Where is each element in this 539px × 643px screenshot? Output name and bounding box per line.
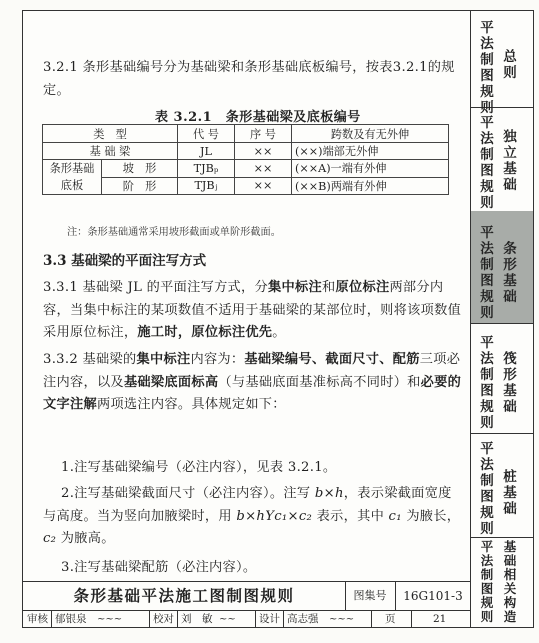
cell-span: (××B)两端有外伸 <box>292 177 449 195</box>
title-block <box>23 581 471 627</box>
tab-label-secondary: 条形基础 <box>503 241 517 305</box>
text-span: 表示，其中 <box>312 508 389 524</box>
table-caption: 表 3.2.1 条形基础梁及底板编号 <box>155 110 361 125</box>
signature-row <box>23 610 471 628</box>
tab-label-primary: 平法制图规则 <box>480 225 494 321</box>
text-span: 3.3.2 基础梁的 <box>43 352 137 367</box>
cell-seq: ×× <box>235 143 292 160</box>
paragraph-3-3-1 <box>43 277 463 345</box>
list-item-3: 3.注写基础梁配筋（必注内容）。 <box>61 560 257 575</box>
text-span: 和 <box>321 280 336 295</box>
atlas-number: 16G101-3 <box>403 589 463 603</box>
tab-label-secondary: 筏形基础 <box>503 351 517 415</box>
checker-signature: ~~ <box>219 614 236 625</box>
bold-span: 必要的文字注解 <box>43 374 462 412</box>
checker-name: 刘 敏 <box>181 613 213 625</box>
bold-span: 基础梁底面标高 <box>123 374 219 390</box>
bold-span: 施工时，原位标注优先 <box>137 325 273 340</box>
cell-span: (××A)一端有外伸 <box>292 160 449 178</box>
text-span: 内容为： <box>190 352 245 367</box>
tab-label-secondary: 基础相关构造 <box>503 539 517 624</box>
text-span: 两部分内容，当集中标注的某项数值不适用于基础梁的某部位时，则将该项数值采用原位标注， <box>43 280 462 340</box>
header-seq: 序 号 <box>235 125 292 143</box>
designer-signature: ~~~ <box>329 614 355 625</box>
cell-code: TJBⱼ <box>178 177 235 195</box>
tab-label-primary: 平法制图规则 <box>480 441 494 537</box>
cell-type: 基 础 梁 <box>43 143 178 160</box>
cell-code: TJBₚ <box>178 160 235 178</box>
numbering-table <box>42 124 449 195</box>
cell-sub: 阶 形 <box>102 177 178 195</box>
header-type: 类 型 <box>43 125 178 143</box>
text-span: 2.注写基础梁截面尺寸（必注内容）。注写 <box>61 486 315 501</box>
cell-code: JL <box>178 143 235 160</box>
table-row <box>43 143 449 160</box>
list-item-2 <box>43 483 463 551</box>
chapter-tabs <box>470 10 534 628</box>
tab-related-details[interactable] <box>471 537 533 627</box>
text-span: 。 <box>272 325 286 340</box>
cell-span: (××)端部无外伸 <box>292 143 449 160</box>
tab-isolated-foundation[interactable] <box>471 107 533 212</box>
tab-label-primary: 平法制图规则 <box>480 115 494 211</box>
tab-strip-foundation[interactable] <box>471 211 533 324</box>
tab-label-primary: 平法制图规则 <box>480 20 494 116</box>
tab-general[interactable] <box>471 11 533 116</box>
table-note: 注：条形基础通常采用坡形截面或单阶形截面。 <box>67 227 281 238</box>
tab-pile-foundation[interactable] <box>471 433 533 538</box>
cell-sub: 坡 形 <box>102 160 178 178</box>
design-label: 设计 <box>259 613 280 625</box>
reviewer-signature: ~~~ <box>97 614 123 625</box>
tab-label-secondary: 独立基础 <box>503 129 517 193</box>
reviewer-name: 郁银泉 <box>55 613 87 625</box>
header-span: 跨数及有无外伸 <box>292 125 449 143</box>
bold-span: 基础梁编号、截面尺寸、配筋 <box>244 352 420 367</box>
math-span: c₁ <box>388 508 402 524</box>
check-label: 校对 <box>153 613 174 625</box>
math-span: c₂ <box>43 531 57 546</box>
text-span: 为腋高。 <box>56 531 115 546</box>
text-span: 两项选注内容。具体规定如下： <box>96 397 286 412</box>
table-row <box>43 160 449 178</box>
paragraph-3-3-2 <box>43 349 463 417</box>
review-label: 审核 <box>27 613 48 625</box>
text-span: （与基础底面基准标高不同时）和 <box>218 374 421 390</box>
page-number: 21 <box>433 613 447 625</box>
cell-seq: ×× <box>235 160 292 178</box>
tab-label-secondary: 桩基础 <box>503 469 517 517</box>
cell-seq: ×× <box>235 177 292 195</box>
text-span: 为腋长， <box>401 508 461 524</box>
table-row <box>43 177 449 195</box>
atlas-label: 图集号 <box>345 582 396 610</box>
table-header-row <box>43 125 449 143</box>
bold-span: 集中标注 <box>136 352 191 367</box>
math-span: b×h <box>314 486 344 501</box>
drawing-title: 条形基础平法施工图制图规则 <box>23 582 346 610</box>
tab-label-primary: 平法制图规则 <box>480 539 494 624</box>
cell-group: 条形基础底板 <box>43 160 102 195</box>
page-label: 页 <box>385 613 396 625</box>
designer-name: 高志强 <box>287 613 319 625</box>
main-content <box>22 10 471 628</box>
tab-raft-foundation[interactable] <box>471 323 533 434</box>
tab-label-primary: 平法制图规则 <box>480 335 494 431</box>
paragraph-3-2-1: 3.2.1 条形基础编号分为基础梁和条形基础底板编号，按表3.2.1的规定。 <box>43 60 455 98</box>
math-span: b×hYc₁×c₂ <box>236 508 313 524</box>
text-span: ，表示梁截面宽度与高度。当为竖向加腋梁时，用 <box>43 486 452 524</box>
section-heading-3-3: 3.3 基础梁的平面注写方式 <box>43 253 207 269</box>
text-span: 3.3.1 基础梁 JL 的平面注写方式，分 <box>43 280 269 295</box>
bold-span: 集中标注 <box>268 280 322 295</box>
list-item-1: 1.注写基础梁编号（必注内容），见表 3.2.1。 <box>61 460 337 475</box>
bold-span: 原位标注 <box>335 280 390 295</box>
header-code: 代 号 <box>178 125 235 143</box>
text-span: 三项必注内容，以及 <box>43 352 461 390</box>
tab-label-secondary: 总则 <box>503 49 517 81</box>
